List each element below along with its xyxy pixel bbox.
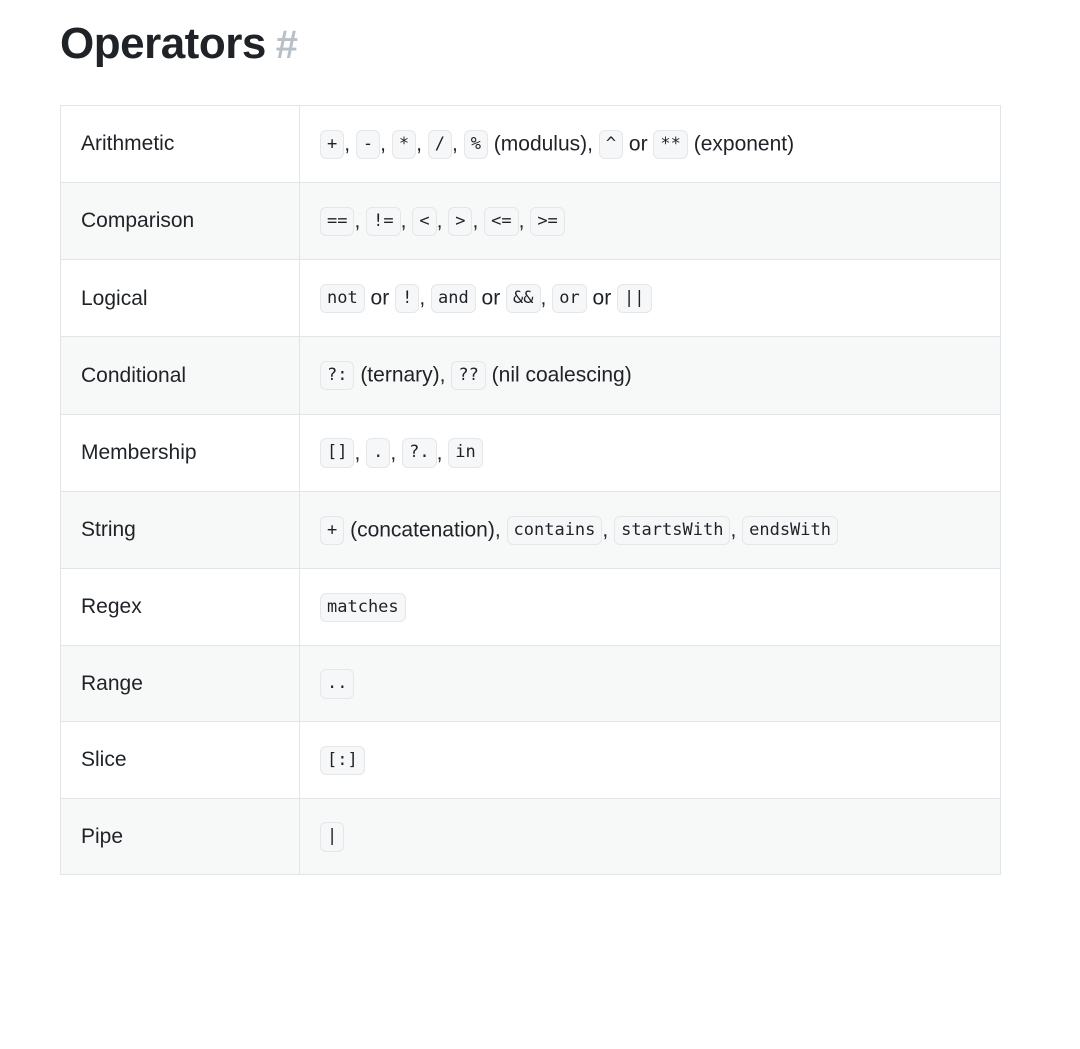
table-row [61, 798, 1001, 875]
operator-text: , [472, 209, 485, 233]
page-title-text: Operators [60, 19, 266, 68]
operator-category: Slice [61, 722, 300, 799]
operator-text: , [452, 132, 464, 156]
operator-token: ^ [599, 130, 623, 159]
operator-text: , [344, 132, 356, 156]
operator-token: * [392, 130, 416, 159]
operator-text: , [518, 209, 531, 233]
table-row [61, 722, 1001, 799]
operator-text: , [400, 209, 413, 233]
operator-category: Pipe [61, 798, 300, 875]
operator-token: not [320, 284, 365, 313]
operator-token: ! [395, 284, 419, 313]
operator-text: or [364, 286, 396, 310]
operator-text: (nil coalescing) [485, 364, 632, 388]
operator-token: endsWith [742, 516, 838, 545]
operator-token: contains [507, 516, 603, 545]
operator-token: || [617, 284, 651, 313]
heading-anchor-link[interactable]: # [275, 23, 298, 67]
operator-description [300, 337, 1001, 414]
operator-description [300, 260, 1001, 337]
operator-text: , [730, 518, 743, 542]
table-row [61, 645, 1001, 722]
operator-category: String [61, 491, 300, 568]
operator-description [300, 569, 1001, 646]
operator-token: + [320, 130, 344, 159]
operator-text: , [436, 441, 449, 465]
operator-token: <= [484, 207, 518, 236]
operator-token: and [431, 284, 476, 313]
operator-token: % [464, 130, 488, 159]
operator-text: , [390, 441, 403, 465]
operator-token: .. [320, 669, 354, 698]
operator-token: ?? [451, 361, 485, 390]
operator-token: && [506, 284, 540, 313]
operator-description [300, 491, 1001, 568]
operator-text: (concatenation), [344, 518, 507, 542]
operator-token: [:] [320, 746, 365, 775]
operator-token: | [320, 822, 344, 851]
operator-token: . [366, 438, 390, 467]
operator-token: [] [320, 438, 354, 467]
operators-table [60, 105, 1001, 875]
operator-text: or [475, 286, 507, 310]
table-row [61, 260, 1001, 337]
operator-category: Membership [61, 414, 300, 491]
table-row [61, 337, 1001, 414]
operator-token: != [366, 207, 400, 236]
operator-token: == [320, 207, 354, 236]
operator-token: ?. [402, 438, 436, 467]
operator-text: (ternary), [354, 364, 452, 388]
operator-token: matches [320, 593, 406, 622]
operator-token: > [448, 207, 472, 236]
operator-text: , [354, 209, 367, 233]
table-row [61, 491, 1001, 568]
operator-text: , [540, 286, 553, 310]
operator-text: , [354, 441, 367, 465]
operator-token: startsWith [614, 516, 730, 545]
operator-description [300, 722, 1001, 799]
operator-token: ** [653, 130, 687, 159]
operator-text: (exponent) [687, 132, 795, 156]
operator-category: Conditional [61, 337, 300, 414]
table-row [61, 183, 1001, 260]
operator-text: or [586, 286, 618, 310]
operator-category: Comparison [61, 183, 300, 260]
operator-category: Arithmetic [61, 105, 300, 182]
operator-text: (modulus), [487, 132, 599, 156]
operator-category: Range [61, 645, 300, 722]
operator-description [300, 183, 1001, 260]
table-row [61, 569, 1001, 646]
operator-token: in [448, 438, 482, 467]
operator-text: , [380, 132, 392, 156]
table-row [61, 414, 1001, 491]
operator-description [300, 798, 1001, 875]
operator-token: / [428, 130, 452, 159]
operator-token: + [320, 516, 344, 545]
operator-text: , [419, 286, 431, 310]
operator-text: or [623, 132, 654, 156]
operator-token: >= [530, 207, 564, 236]
operator-text: , [416, 132, 428, 156]
page-title [60, 18, 1020, 71]
operators-table-body [61, 105, 1001, 874]
operator-text: , [602, 518, 615, 542]
operator-token: or [552, 284, 586, 313]
operator-description [300, 645, 1001, 722]
operator-token: < [412, 207, 436, 236]
operator-category: Regex [61, 569, 300, 646]
operator-description [300, 105, 1001, 182]
operator-text: , [436, 209, 449, 233]
operator-category: Logical [61, 260, 300, 337]
table-row [61, 105, 1001, 182]
operator-description [300, 414, 1001, 491]
operator-token: ?: [320, 361, 354, 390]
operator-token: - [356, 130, 380, 159]
